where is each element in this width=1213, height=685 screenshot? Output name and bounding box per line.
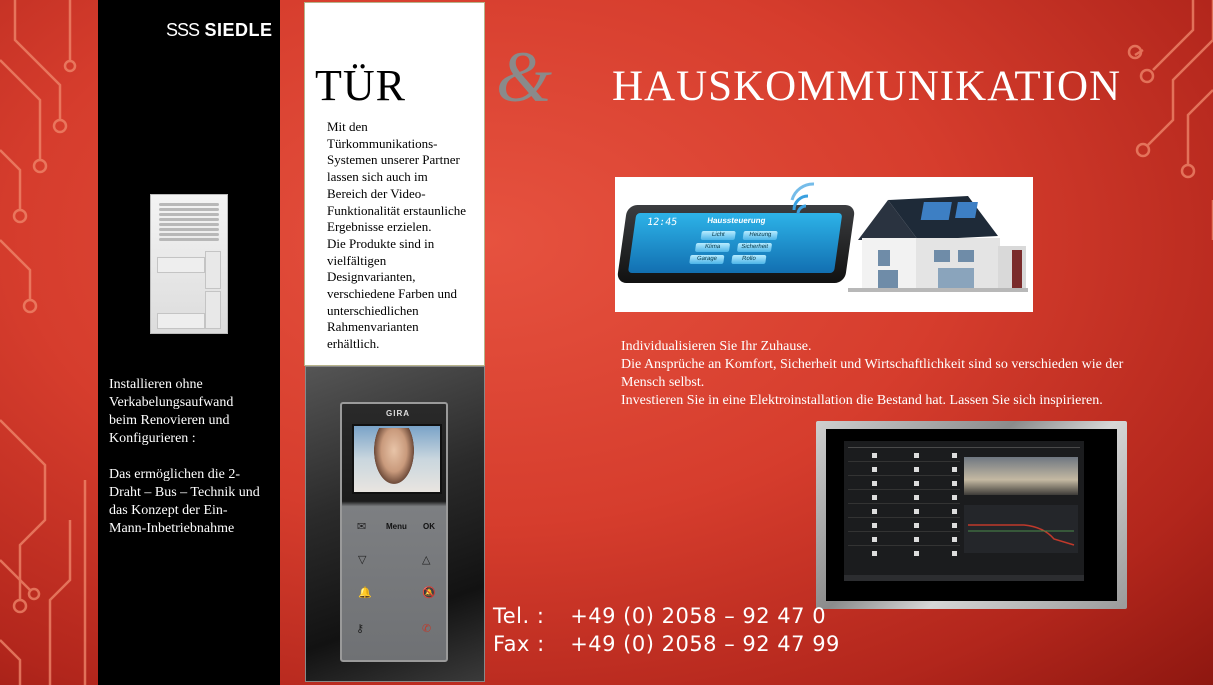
tuer-text-line: Türkommunikations- bbox=[327, 135, 438, 151]
tuer-text-line: Mit den bbox=[327, 119, 368, 134]
touch-panel-image bbox=[816, 421, 1127, 609]
bell-off-icon: 🔕 bbox=[422, 586, 436, 599]
bell-icon: 🔔 bbox=[358, 586, 372, 599]
tuer-text-line: Die Produkte sind in bbox=[327, 235, 435, 251]
envelope-icon: ✉ bbox=[357, 520, 367, 533]
fax-label: Fax : bbox=[493, 632, 545, 656]
tuer-text-line: lassen sich auch im bbox=[327, 169, 428, 185]
siedle-description bbox=[109, 376, 279, 538]
arrow-up-icon: △ bbox=[422, 553, 431, 566]
siedle-text-line: Draht – Bus – Technik und bbox=[109, 485, 260, 500]
tuer-text-line: Funktionalität erstaunliche bbox=[327, 202, 466, 218]
gira-logo: GIRA bbox=[386, 409, 410, 418]
siedle-panel bbox=[98, 0, 280, 685]
tuer-text-line: Rahmenvarianten bbox=[327, 319, 419, 335]
tuer-description bbox=[327, 119, 479, 353]
touch-panel-graph bbox=[964, 505, 1078, 553]
touch-panel-photo bbox=[964, 457, 1078, 495]
siedle-text-line: Verkabelungsaufwand bbox=[109, 395, 234, 410]
phone-line bbox=[493, 602, 840, 630]
visitor-face-image bbox=[374, 428, 414, 484]
description-line: Individualisieren Sie Ihr Zuhause. bbox=[621, 339, 812, 354]
hang-up-icon: ✆ bbox=[422, 622, 432, 635]
tablet-time: 12:45 bbox=[646, 217, 678, 228]
tuer-text-line: vielfältigen bbox=[327, 252, 387, 268]
touch-panel-screen bbox=[844, 441, 1084, 575]
description-line: Investieren Sie in eine Elektroinstallation die Bestand hat. Lassen Sie sich inspirieren. bbox=[621, 393, 1103, 408]
tablet-button: Klima bbox=[695, 243, 730, 252]
tuer-text-line: erhältlich. bbox=[327, 336, 380, 352]
tablet-title: Haussteuerung bbox=[706, 216, 767, 225]
phone-label: Tel. : bbox=[493, 604, 545, 628]
tablet-button: Garage bbox=[689, 255, 724, 264]
tablet-screen bbox=[628, 213, 842, 273]
phone-number: +49 (0) 2058 – 92 47 0 bbox=[570, 604, 827, 628]
tuer-title: TÜR bbox=[315, 61, 406, 110]
tuer-text-line: unterschiedlichen bbox=[327, 302, 419, 318]
circuit-left-decoration bbox=[0, 0, 100, 685]
description-line: Die Ansprüche an Komfort, Sicherheit und Wirtschaftlichkeit sind so verschieden wie der Mensch selbst. bbox=[621, 357, 1124, 390]
siedle-text-line: Konfigurieren : bbox=[109, 431, 196, 446]
contact-info bbox=[493, 602, 840, 658]
home-automation-description bbox=[621, 338, 1131, 410]
tuer-text-line: Systemen unserer Partner bbox=[327, 152, 460, 168]
main-title: HAUSKOMMUNIKATION bbox=[612, 63, 1122, 110]
key-icon: ⚷ bbox=[356, 622, 365, 635]
tuer-text-line: Ergebnisse erzielen. bbox=[327, 219, 432, 235]
tablet-button: Heizung bbox=[743, 231, 778, 240]
siedle-text-line: beim Renovieren und bbox=[109, 413, 230, 428]
siedle-text-line: Das ermöglichen die 2- bbox=[109, 467, 241, 482]
wifi-signal-icon bbox=[790, 180, 830, 220]
siedle-logo-mark: SSS bbox=[166, 20, 200, 40]
siedle-logo-text: SIEDLE bbox=[204, 20, 273, 40]
tuer-text-line: verschiedene Farben und bbox=[327, 286, 457, 302]
tuer-text-line: Designvarianten, bbox=[327, 269, 416, 285]
siedle-logo bbox=[166, 20, 273, 41]
tablet-button: Sicherheit bbox=[737, 243, 772, 252]
arrow-down-icon: ▽ bbox=[358, 553, 367, 566]
gira-ok-key: OK bbox=[423, 522, 435, 531]
tuer-text-line: Bereich der Video- bbox=[327, 185, 426, 201]
siedle-text-line: das Konzept der Ein- bbox=[109, 503, 228, 518]
ampersand-graphic: & bbox=[496, 37, 553, 117]
siedle-text-line: Mann-Inbetriebnahme bbox=[109, 521, 235, 536]
smart-house-image bbox=[848, 190, 1028, 300]
siedle-door-station-image bbox=[150, 194, 228, 334]
tablet-button: Rollo bbox=[731, 255, 766, 264]
tablet-button: Licht bbox=[701, 231, 736, 240]
gira-menu-key: Menu bbox=[386, 522, 407, 531]
siedle-text-line: Installieren ohne bbox=[109, 377, 203, 392]
fax-line bbox=[493, 630, 840, 658]
fax-number: +49 (0) 2058 – 92 47 99 bbox=[570, 632, 840, 656]
